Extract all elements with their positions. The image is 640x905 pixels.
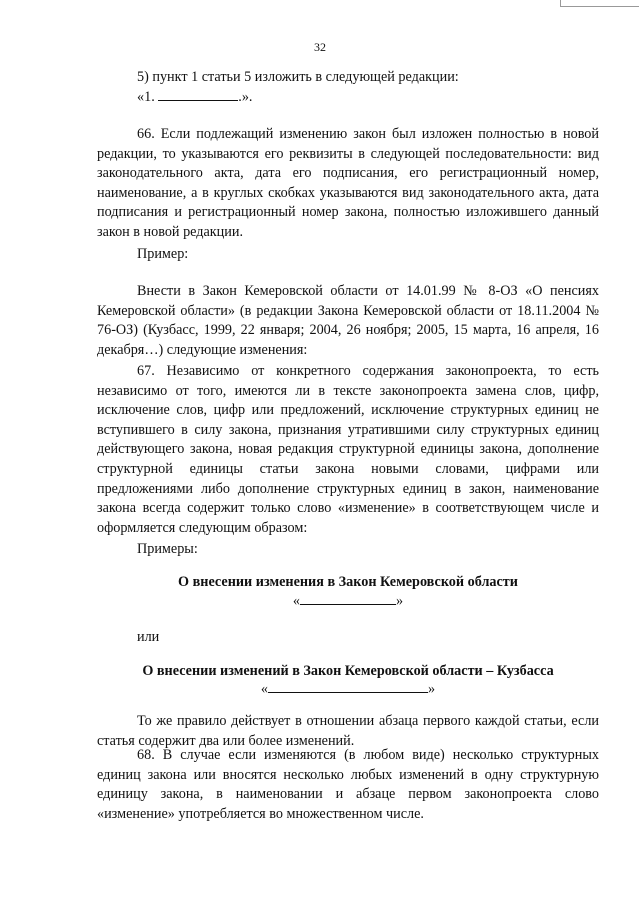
paragraph-68: 68. В случае если изменяются (в любом виде) несколько структурных единиц закона или вносятся несколько любых изменений в одну структурную единицу закона, в наименовании и абзаце первом законопроекта слово «изменение» употребляется во множественном числе. [97, 747, 599, 822]
blank-line [300, 593, 396, 605]
open-quote: « [260, 681, 268, 697]
rule-text: То же правило действует в отношении абзаца первого каждой статьи, если статья содержит два или более изменений. [97, 713, 599, 749]
example-text: Внести в Закон Кемеровской области от 14.01.99 № 8-ОЗ «О пенсиях Кемеровской области» (в редакции Закона Кемеровской области от 18.11.2004 № 76-ОЗ) (Кузбасс, 1999, 22 января; 2004, 26 ноября; 2005, 15 марта, 16 апреля, 16 декабря…) следующие изменения: [97, 283, 599, 358]
close-quote: » [428, 681, 436, 697]
item-5-close-quote: .». [238, 88, 253, 105]
examples-label: Примеры: [137, 541, 198, 557]
paragraph-66: 66. Если подлежащий изменению закон был изложен полностью в новой редакции, то указываются его реквизиты в следующей последовательности: вид законодательного акта, дата его подписания, его регистрационный номер, наименование, а в круглых скобках указываются вид законодательного акта, дата подписания и регистрационный номер закона, полностью изложившего данный закон в новой редакции. [97, 126, 599, 240]
example-label: Пример: [137, 246, 189, 262]
heading-example-1-quote [97, 592, 599, 612]
heading-example-2-quote [97, 680, 599, 700]
heading-example-2: О внесении изменений в Закон Кемеровской области – Кузбасса [142, 663, 554, 679]
blank-line [158, 89, 238, 101]
item-5-line1: 5) пункт 1 статьи 5 изложить в следующей редакции: [137, 69, 459, 85]
heading-example-1: О внесении изменения в Закон Кемеровской области [178, 574, 518, 590]
paragraph-67: 67. Независимо от конкретного содержания законопроекта, то есть независимо от того, имеются ли в тексте законопроекта замена слов, цифр, исключение слов, цифр или предложений, исключение структурных единиц не вступившего в силу закона, признания утратившими силу структурных единиц действующего закона, новая редакция структурной единицы закона, дополнение структурной единицы статьи закона новыми словами, цифрами или предложениями либо дополнение структурных единиц в закон, наименование закона всегда содержит только слово «изменение» в соответствующем числе и оформляется следующим образом: [97, 363, 599, 536]
close-quote: » [396, 593, 404, 609]
item-5-open-quote: «1. [137, 88, 155, 105]
item-5-line2 [137, 88, 607, 108]
page-number: 32 [314, 40, 326, 54]
page-corner-mark [560, 0, 639, 7]
item-5 [137, 68, 607, 107]
or-text: или [137, 629, 160, 645]
open-quote: « [292, 593, 300, 609]
blank-line [268, 681, 428, 693]
